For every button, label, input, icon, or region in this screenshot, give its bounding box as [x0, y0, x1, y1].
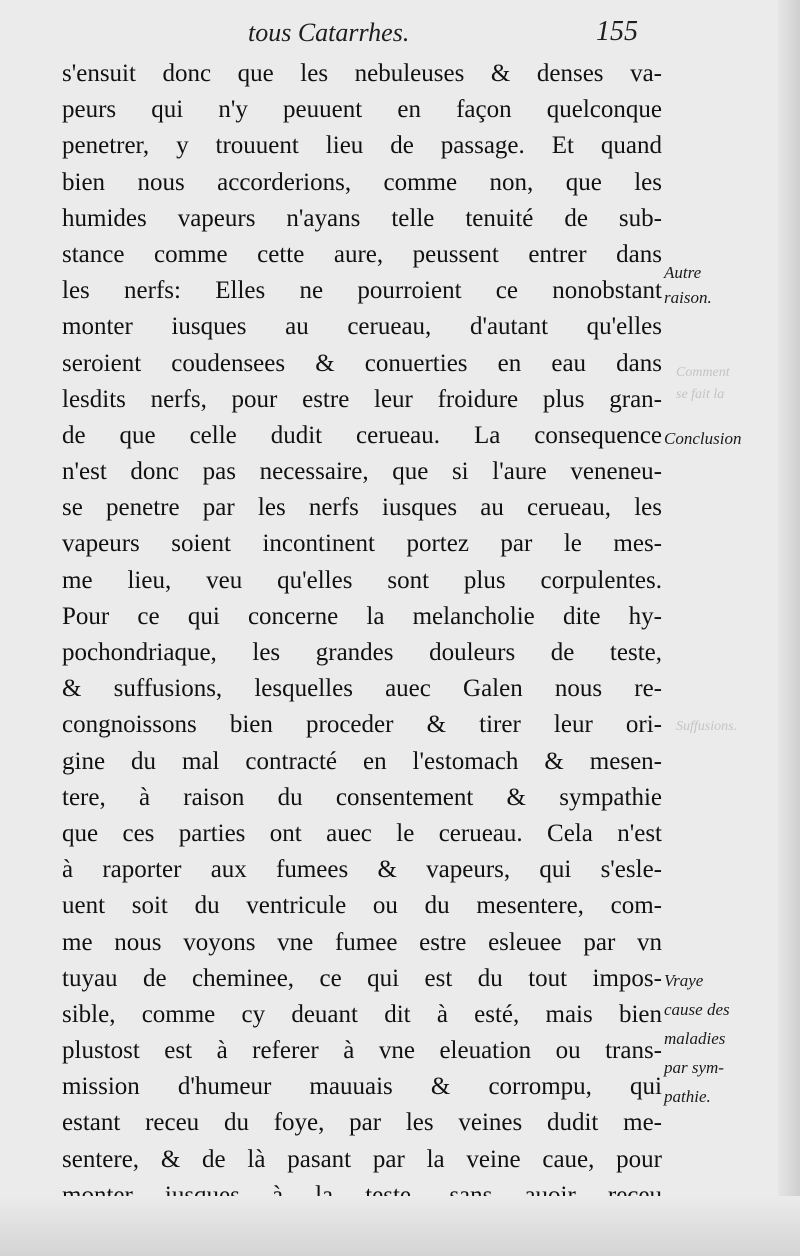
margin-note-line: pathie. [664, 1087, 711, 1106]
text-line: uent soit du ventricule ou du mesentere, com- [62, 892, 662, 920]
show-through-line: Suffusions. [676, 719, 738, 734]
text-line: tuyau de cheminee, ce qui est du tout impos- [62, 964, 662, 992]
text-line: me lieu, veu qu'elles sont plus corpulentes. [62, 566, 662, 594]
running-title: tous Catarrhes. [248, 18, 410, 47]
margin-note-line: Conclusion [664, 429, 742, 448]
page-bottom-edge [0, 1196, 800, 1256]
text-line: mission d'humeur mauuais & corrompu, qui [62, 1073, 662, 1101]
text-line: monter iusques au cerueau, d'autant qu'elles [62, 313, 662, 341]
text-line: humides vapeurs n'ayans telle tenuité de sub- [62, 204, 662, 232]
text-line: lesdits nerfs, pour estre leur froidure plus gran- [62, 385, 662, 413]
text-line: de que celle dudit cerueau. La consequence [62, 421, 662, 449]
text-line: congnoissons bien proceder & tirer leur ori- [62, 711, 662, 739]
show-through-line: Comment [676, 365, 730, 380]
text-line: vapeurs soient incontinent portez par le mes- [62, 530, 662, 558]
margin-note-line: cause des [664, 1000, 730, 1019]
margin-note-autre-raison [664, 258, 712, 312]
text-line: seroient coudensees & conuerties en eau dans [62, 349, 662, 377]
text-line: sentere, & de là pasant par la veine caue, pour [62, 1145, 662, 1173]
margin-note-conclusion [664, 424, 741, 453]
text-line: s'ensuit donc que les nebuleuses & denses va- [62, 60, 662, 87]
margin-note-vraye-cause [664, 966, 730, 1111]
text-line: stance comme cette aure, peussent entrer dans [62, 240, 662, 268]
show-through-middle [676, 716, 737, 738]
text-line: n'est donc pas necessaire, que si l'aure veneneu- [62, 458, 662, 486]
text-line: se penetre par les nerfs iusques au cerueau, les [62, 494, 662, 522]
margin-note-line: par sym- [664, 1058, 724, 1077]
text-line: penetrer, y trouuent lieu de passage. Et quand [62, 132, 662, 160]
text-line: estant receu du foye, par les veines dudit me- [62, 1109, 662, 1137]
text-line: pochondriaque, les grandes douleurs de teste, [62, 639, 662, 666]
text-line: tere, à raison du consentement & sympathie [62, 783, 662, 811]
margin-note-line: maladies [664, 1029, 726, 1048]
show-through-line: se fait la [676, 387, 725, 402]
margin-note-line: Autre [664, 263, 702, 282]
text-line: plustost est à referer à vne eleuation ou trans- [62, 1037, 662, 1065]
text-line: que ces parties ont auec le cerueau. Cela n'est [62, 819, 662, 847]
show-through-upper [676, 362, 730, 406]
text-line: peurs qui n'y peuuent en façon quelconque [62, 96, 662, 124]
text-line: bien nous accorderions, comme non, que les [62, 168, 662, 196]
text-line: gine du mal contracté en l'estomach & mesen- [62, 747, 662, 775]
text-line: & suffusions, lesquelles auec Galen nous re- [62, 675, 662, 703]
page-number: 155 [596, 16, 638, 47]
page-fold-shadow [778, 0, 800, 1256]
text-line: Pour ce qui concerne la melancholie dite hy- [62, 602, 662, 630]
text-line: me nous voyons vne fumee estre esleuee par vn [62, 928, 662, 956]
margin-note-line: raison. [664, 288, 712, 307]
text-line: sible, comme cy deuant dit à esté, mais bien [62, 1000, 662, 1028]
text-line: les nerfs: Elles ne pourroient ce nonobstant [62, 277, 662, 305]
margin-note-line: Vraye [664, 971, 704, 990]
body-text [62, 56, 662, 1214]
text-line: à raporter aux fumees & vapeurs, qui s'esle- [62, 856, 662, 884]
